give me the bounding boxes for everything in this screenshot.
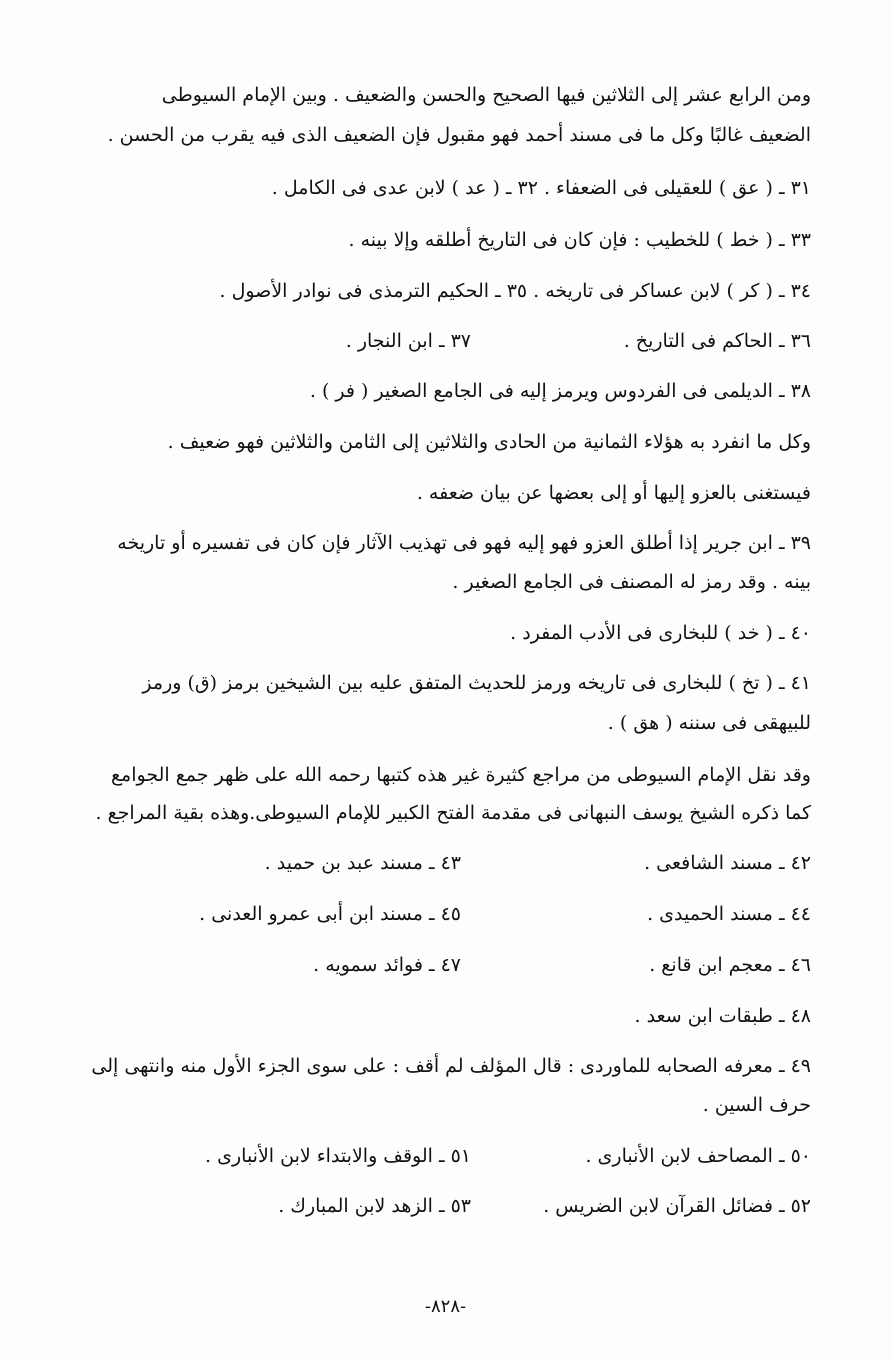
text-line: ٣١ ـ ( عق ) للعقيلى فى الضعفاء . ٣٢ ـ ( عد ) لابن عدى فى الكامل . (271, 177, 811, 199)
text-line: ٣٤ ـ ( كر ) لابن عساكر فى تاريخه . ٣٥ ـ الحكيم الترمذى فى نوادر الأصول . (219, 280, 811, 302)
text-line: ٣٣ ـ ( خط ) للخطيب : فإن كان فى التاريخ أطلقه وإلا بينه . (348, 229, 811, 251)
text-column-right: ٥٠ ـ المصاحف لابن الأنبارى . (585, 1145, 811, 1167)
page-number: -٨٢٨- (424, 1296, 467, 1317)
text-line: ٤٠ ـ ( خد ) للبخارى فى الأدب المفرد . (510, 622, 811, 644)
text-line: ٤١ ـ ( تخ ) للبخارى فى تاريخه ورمز للحديث المتفق عليه بين الشيخين برمز (ق) ورمز (142, 672, 811, 694)
text-line: وكل ما انفرد به هؤلاء الثمانية من الحادى والثلاثين إلى الثامن والثلاثين فهو ضعيف . (167, 431, 811, 453)
text-column-right: ٣٦ ـ الحاكم فى التاريخ . (623, 330, 811, 352)
text-line: الضعيف غالبًا وكل ما فى مسند أحمد فهو مقبول فإن الضعيف الذى فيه يقرب من الحسن . (107, 124, 811, 146)
text-column-left: ٣٧ ـ ابن النجار . (345, 330, 471, 352)
text-column-left: ٥١ ـ الوقف والابتداء لابن الأنبارى . (205, 1145, 471, 1167)
text-column-right: ٤٤ ـ مسند الحميدى . (647, 903, 811, 925)
text-line: وقد نقل الإمام السيوطى من مراجع كثيرة غير هذه كتبها رحمه الله على ظهر جمع الجوامع (110, 764, 811, 786)
text-line: للبيهقى فى سننه ( هق ) . (607, 712, 811, 734)
text-line: ٣٩ ـ ابن جرير إذا أطلق العزو فهو إليه فهو فى تهذيب الآثار فإن كان فى تفسيره أو تاريخه (117, 532, 811, 554)
text-column-left: ٤٥ ـ مسند ابن أبى عمرو العدنى . (199, 903, 461, 925)
text-column-right: ٤٢ ـ مسند الشافعى . (644, 852, 811, 874)
text-column-right: ٥٢ ـ فضائل القرآن لابن الضريس . (543, 1195, 811, 1217)
text-column-right: ٤٦ ـ معجم ابن قانع . (649, 954, 811, 976)
text-line: حرف السين . (702, 1094, 811, 1116)
text-column-left: ٤٧ ـ فوائد سمويه . (313, 954, 461, 976)
text-line: بينه . وقد رمز له المصنف فى الجامع الصغير . (452, 571, 811, 593)
text-line: ٣٨ ـ الديلمى فى الفردوس ويرمز إليه فى الجامع الصغير ( فر ) . (309, 380, 811, 402)
text-line: كما ذكره الشيخ يوسف النبهانى فى مقدمة الفتح الكبير للإمام السيوطى.وهذه بقية المراجع . (95, 802, 811, 824)
text-line: فيستغنى بالعزو إليها أو إلى بعضها عن بيان ضعفه . (416, 482, 811, 504)
text-line: ٤٩ ـ معرفه الصحابه للماوردى : قال المؤلف لم أقف : على سوى الجزء الأول منه وانتهى إلى (91, 1055, 811, 1077)
text-column-left: ٤٣ ـ مسند عبد بن حميد . (264, 852, 461, 874)
text-column-left: ٥٣ ـ الزهد لابن المبارك . (278, 1195, 471, 1217)
text-line: ومن الرابع عشر إلى الثلاثين فيها الصحيح والحسن والضعيف . وبين الإمام السيوطى (161, 84, 811, 106)
text-line: ٤٨ ـ طبقات ابن سعد . (634, 1005, 811, 1027)
